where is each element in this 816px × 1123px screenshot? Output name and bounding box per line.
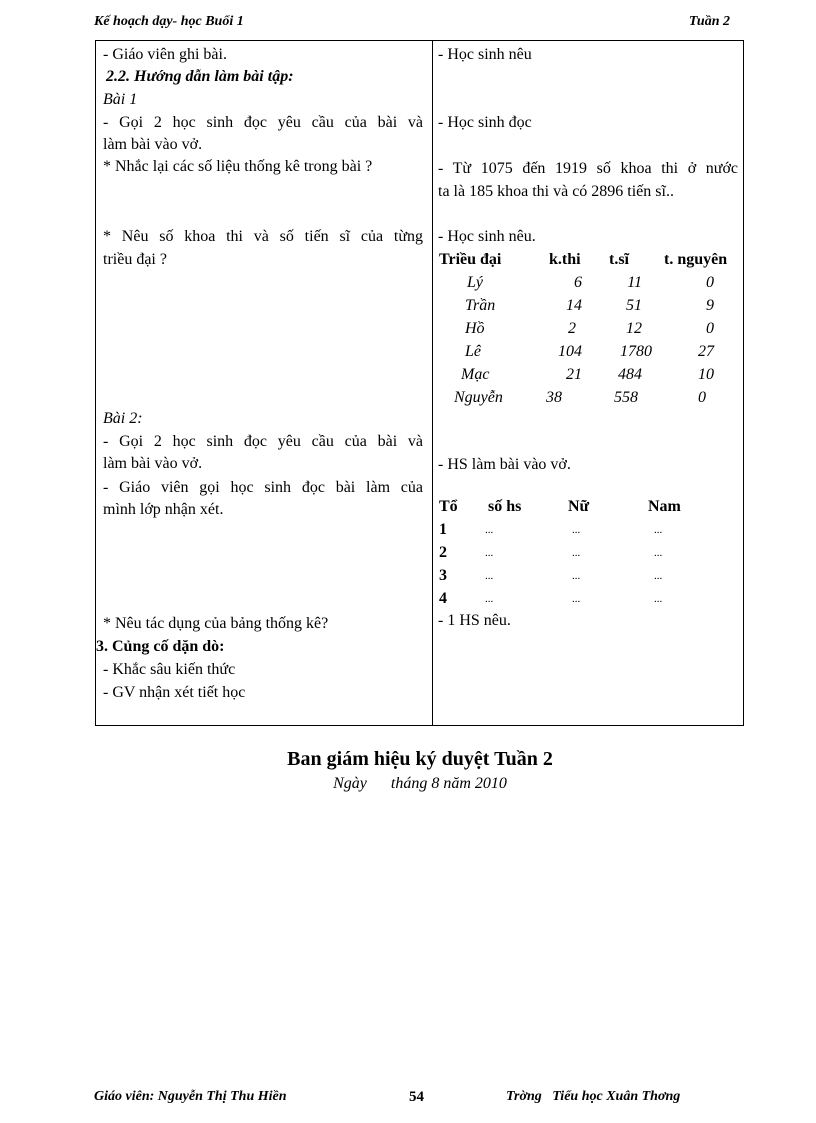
- left-line-11: làm bài vào vở.: [103, 455, 203, 472]
- group-header-female: Nữ: [568, 498, 590, 515]
- left-line-1: - Giáo viên ghi bài.: [103, 46, 227, 63]
- right-line-7: - 1 HS nêu.: [438, 612, 511, 629]
- group-female: ...: [572, 524, 581, 536]
- dynasty-header-dynasty: Triều đại: [439, 251, 502, 268]
- group-female: ...: [572, 547, 581, 559]
- dynasty-name: Mạc: [461, 366, 490, 383]
- dynasty-laureates: 0: [706, 320, 714, 337]
- dynasty-doctors: 12: [626, 320, 642, 337]
- left-line-14: * Nêu tác dụng của bảng thống kê?: [103, 615, 329, 632]
- left-line-8: triều đại ?: [103, 251, 167, 268]
- exercise-2-label: Bài 2:: [103, 410, 143, 427]
- dynasty-exams: 6: [574, 274, 582, 291]
- group-team: 2: [439, 544, 447, 561]
- lesson-table: [95, 40, 744, 726]
- header-right: Tuần 2: [688, 14, 730, 29]
- group-team: 3: [439, 567, 447, 584]
- section-heading: 2.2. Hướng dẫn làm bài tập:: [106, 68, 294, 85]
- left-line-13: mình lớp nhận xét.: [103, 501, 224, 518]
- column-divider: [432, 41, 433, 725]
- right-line-1: - Học sinh nêu: [438, 46, 532, 63]
- right-line-3: - Từ 1075 đến 1919 số khoa thi ở nước: [438, 160, 738, 177]
- dynasty-laureates: 27: [698, 343, 714, 360]
- dynasty-exams: 2: [568, 320, 576, 337]
- header-left: Kế hoạch dạy- học Buổi 1: [94, 14, 244, 29]
- group-students: ...: [485, 570, 494, 582]
- right-line-6: - HS làm bài vào vở.: [438, 456, 571, 473]
- dynasty-name: Nguyễn: [454, 389, 503, 406]
- dynasty-header-doctors: t.sĩ: [609, 251, 629, 268]
- approval-title: Ban giám hiệu ký duyệt Tuần 2: [287, 748, 553, 770]
- left-line-12: - Giáo viên gọi học sinh đọc bài làm của: [103, 479, 423, 496]
- group-students: ...: [485, 547, 494, 559]
- left-line-4: - Gọi 2 học sinh đọc yêu cầu của bài và: [103, 114, 423, 131]
- dynasty-header-top-laureates: t. nguyên: [664, 251, 728, 268]
- dynasty-name: Trần: [465, 297, 496, 314]
- dynasty-doctors: 484: [618, 366, 642, 383]
- group-students: ...: [485, 593, 494, 605]
- dynasty-laureates: 0: [706, 274, 714, 291]
- approval-date: [0, 775, 816, 793]
- group-header-team: Tổ: [439, 498, 458, 515]
- left-line-16: - Khắc sâu kiến thức: [103, 661, 236, 678]
- right-line-5: - Học sinh nêu.: [438, 228, 536, 245]
- dynasty-header-exams: k.thi: [549, 251, 581, 268]
- approval-date-text: Ngày tháng 8 năm 2010: [333, 775, 507, 792]
- dynasty-exams: 21: [566, 366, 582, 383]
- left-line-5: làm bài vào vở.: [103, 136, 203, 153]
- dynasty-name: Hồ: [465, 320, 485, 337]
- group-male: ...: [654, 547, 663, 559]
- dynasty-name: Lý: [467, 274, 483, 291]
- exercise-1-label: Bài 1: [103, 91, 138, 108]
- dynasty-laureates: 10: [698, 366, 714, 383]
- section-3-heading: 3. Củng cố dặn dò:: [96, 638, 225, 655]
- group-male: ...: [654, 524, 663, 536]
- dynasty-doctors: 558: [614, 389, 638, 406]
- dynasty-exams: 38: [546, 389, 562, 406]
- dynasty-laureates: 9: [706, 297, 714, 314]
- group-team: 4: [439, 590, 447, 607]
- group-header-students: số hs: [488, 498, 522, 515]
- dynasty-doctors: 11: [627, 274, 642, 291]
- group-students: ...: [485, 524, 494, 536]
- dynasty-laureates: 0: [698, 389, 706, 406]
- left-line-7: * Nêu số khoa thi và số tiến sĩ của từng: [103, 228, 423, 245]
- footer-teacher: Giáo viên: Nguyễn Thị Thu Hiền: [94, 1089, 287, 1104]
- dynasty-name: Lê: [465, 343, 481, 360]
- footer-school: Trờng Tiểu học Xuân Thơng: [506, 1089, 681, 1104]
- dynasty-exams: 14: [566, 297, 582, 314]
- group-female: ...: [572, 570, 581, 582]
- left-line-17: - GV nhận xét tiết học: [103, 684, 246, 701]
- left-line-10: - Gọi 2 học sinh đọc yêu cầu của bài và: [103, 433, 423, 450]
- group-team: 1: [439, 521, 447, 538]
- footer-page-number: 54: [409, 1089, 424, 1105]
- dynasty-doctors: 51: [626, 297, 642, 314]
- right-line-2: - Học sinh đọc: [438, 114, 532, 131]
- group-male: ...: [654, 570, 663, 582]
- dynasty-exams: 104: [558, 343, 582, 360]
- right-line-4: ta là 185 khoa thi và có 2896 tiến sĩ..: [438, 183, 674, 200]
- group-header-male: Nam: [648, 498, 681, 515]
- left-line-6: * Nhắc lại các số liệu thống kê trong bài ?: [103, 158, 373, 175]
- group-male: ...: [654, 593, 663, 605]
- group-female: ...: [572, 593, 581, 605]
- dynasty-doctors: 1780: [620, 343, 652, 360]
